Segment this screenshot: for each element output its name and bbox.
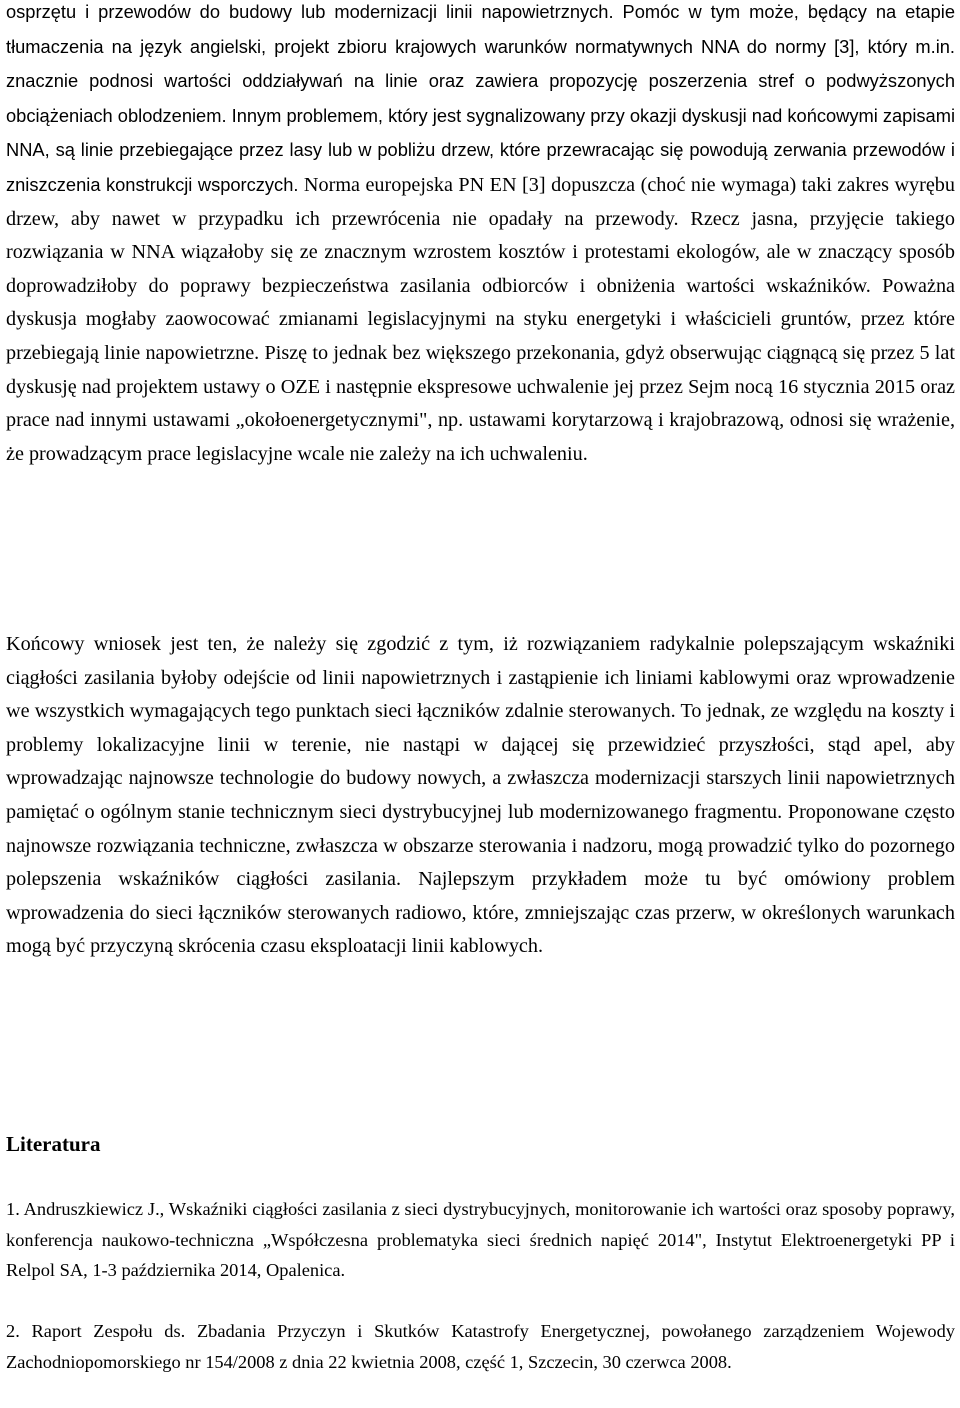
reference-item-1: 1. Andruszkiewicz J., Wskaźniki ciągłości zasilania z sieci dystrybucyjnych, monitorowanie ich wartości oraz sposoby poprawy, konferencja naukowo-techniczna „Współczesna problematyka sieci średnich napięć 2014", Instytut Elektroenergetyki PP i Relpol SA, 1-3 października 2014, Opalenica.	[6, 1199, 955, 1280]
paragraph-1-sans-segment: osprzętu i przewodów do budowy lub modernizacji linii napowietrznych. Pomóc w tym może, będący na etapie tłumaczenia na język angielski, projekt zbioru krajowych warunków normatywnych NNA do normy [3], który m.in. znacznie podnosi wartości oddziaływań na linie oraz zawiera propozycję poszerzenia stref o podwyższonych obciążeniach oblodzeniem. Innym problemem, który jest sygnalizowany przy okazji dyskusji nad końcowymi zapisami NNA, są linie przebiegające przez lasy lub w pobliżu drzew, które przewracając się powodują zerwania przewodów i zniszczenia konstrukcji wsporczych.	[6, 1, 956, 195]
body-paragraph-2: Końcowy wniosek jest ten, że należy się zgodzić z tym, iż rozwiązaniem radykalnie polepszającym wskaźniki ciągłości zasilania byłoby odejście od linii napowietrznych i zastąpienie ich liniami kablowymi oraz wprowadzenie we wszystkich wymagających tego punktach sieci łączników zdalnie sterowanych. To jednak, ze względu na koszty i problemy lokalizacyjne linii w terenie, nie nastąpi w dającej się przewidzieć przyszłości, stąd apel, aby wprowadzając najnowsze technologie do budowy nowych, a zwłaszcza modernizacji starszych linii napowietrznych pamiętać o ogólnym stanie technicznym sieci dystrybucyjnej lub modernizowanego fragmentu. Proponowane często najnowsze rozwiązania techniczne, zwłaszcza w obszarze sterowania i nadzoru, mogą prowadzić tylko do pozornego polepszenia wskaźników ciągłości zasilania. Najlepszym przykładem może tu być omówiony problem wprowadzenia do sieci łączników sterowanych radiowo, które, zmniejszając czas przerw, w określonych warunkach mogą być przyczyną skrócenia czasu eksploatacji linii kablowych.	[6, 633, 955, 958]
references-heading: Literatura	[6, 1132, 101, 1156]
paragraph-1-serif-segment: Norma europejska PN EN [3] dopuszcza (choć nie wymaga) taki zakres wyrębu drzew, aby nawet w przypadku ich przewrócenia nie opadały na przewody. Rzecz jasna, przyjęcie takiego rozwiązania w NNA wiązałoby się ze znacznym wzrostem kosztów i protestami ekologów, ale w znaczący sposób doprowadziłoby do poprawy bezpieczeństwa zasilania odbiorców i obniżenia wartości wskaźników. Poważna dyskusja mogłaby zaowocować zmianami legislacyjnymi na styku energetyki i właścicieli gruntów, przez które przebiegają linie napowietrzne. Piszę to jednak bez większego przekonania, gdyż obserwując ciągnącą się przez 5 lat dyskusję nad projektem ustawy o OZE i następnie ekspresowe uchwalenie jej przez Sejm nocą 16 stycznia 2015 oraz prace nad innymi ustawami „okołoenergetycznymi", np. ustawami korytarzową i krajobrazową, odnosi się wrażenie, że prowadzącym prace legislacyjne wcale nie zależy na ich uchwaleniu.	[6, 173, 955, 465]
body-paragraph-1	[6, 0, 955, 471]
reference-item-2: 2. Raport Zespołu ds. Zbadania Przyczyn i Skutków Katastrofy Energetycznej, powołanego zarządzeniem Wojewody Zachodniopomorskiego nr 154/2008 z dnia 22 kwietnia 2008, część 1, Szczecin, 30 czerwca 2008.	[6, 1321, 955, 1372]
